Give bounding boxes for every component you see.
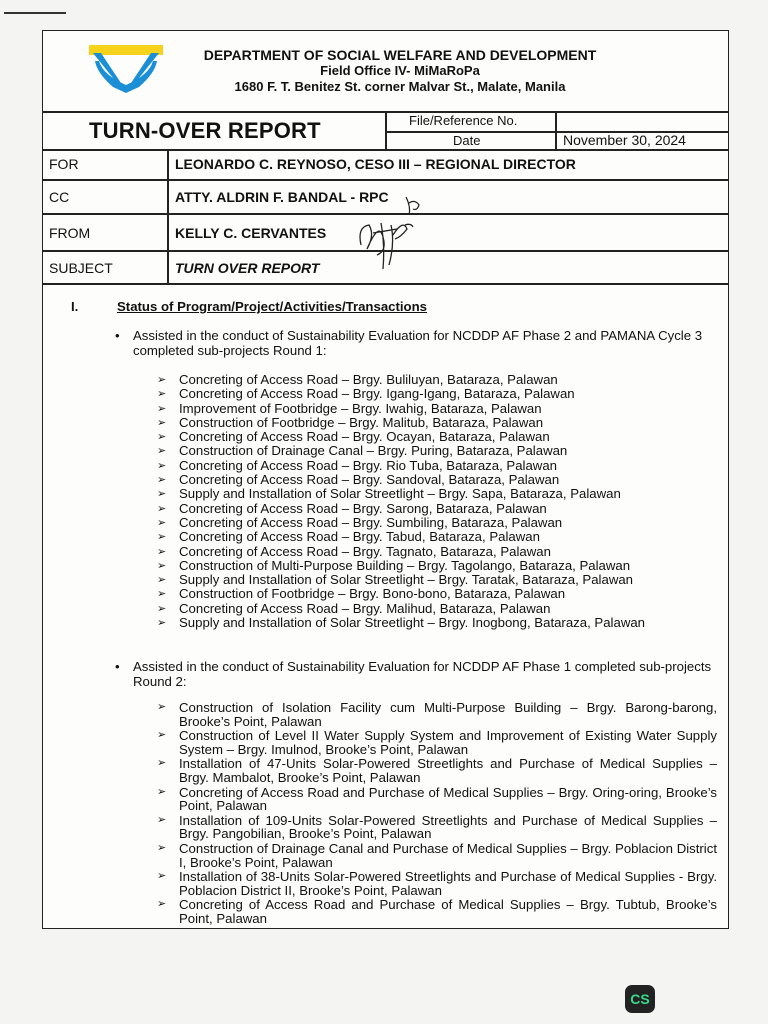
letterhead	[43, 31, 728, 109]
arrow-icon: ➢	[157, 531, 167, 544]
list-item: ➢ Concreting of Access Road – Brgy. Tagnato, Bataraza, Palawan	[157, 543, 551, 559]
list-item: ➢ Concreting of Access Road – Brgy. Sarong, Bataraza, Palawan	[157, 500, 547, 516]
arrow-icon: ➢	[157, 602, 167, 615]
arrow-icon: ➢	[157, 841, 167, 854]
arrow-icon: ➢	[157, 729, 167, 742]
list-item: ➢ Construction of Level II Water Supply System and Improvement of Existing Water Supply System – Brgy. Imulnod, Brooke’s Point, Palawan	[157, 728, 717, 757]
signature-icon	[353, 215, 423, 271]
bullet-item	[115, 328, 715, 358]
list-item: ➢ Concreting of Access Road – Brgy. Igang-Igang, Bataraza, Palawan	[157, 386, 575, 402]
list-item: ➢ Concreting of Access Road – Brgy. Rio Tuba, Bataraza, Palawan	[157, 457, 557, 473]
date-label: Date	[453, 133, 481, 148]
table-line	[43, 149, 728, 151]
arrow-icon: ➢	[157, 545, 167, 558]
arrow-icon: ➢	[157, 574, 167, 587]
date-value: November 30, 2024	[563, 132, 686, 148]
arrow-icon: ➢	[157, 488, 167, 501]
arrow-icon: ➢	[157, 516, 167, 529]
camscanner-badge-icon: CS	[625, 985, 655, 1013]
list-item: ➢ Construction of Footbridge – Brgy. Malitub, Bataraza, Palawan	[157, 414, 544, 430]
arrow-icon: ➢	[157, 502, 167, 515]
section-title: Status of Program/Project/Activities/Transactions	[117, 299, 427, 314]
list-item: ➢ Installation of 38-Units Solar-Powered Streetlights and Purchase of Medical Supplies - Brgy. Poblacion District II, Brooke’s Point, Palawan	[157, 869, 717, 898]
arrow-icon: ➢	[157, 898, 167, 911]
report-title: TURN-OVER REPORT	[89, 118, 321, 143]
list-item: ➢ Construction of Multi-Purpose Building – Brgy. Tagolango, Bataraza, Palawan	[157, 557, 631, 573]
list-item: ➢ Concreting of Access Road and Purchase of Medical Supplies – Brgy. Tubtub, Brooke’s Point, Palawan	[157, 897, 717, 926]
round1-project-list	[157, 373, 717, 630]
table-line	[167, 149, 169, 283]
list-item: ➢ Supply and Installation of Solar Streetlight – Brgy. Taratak, Bataraza, Palawan	[157, 572, 634, 588]
bullet-dot-icon: •	[115, 328, 120, 343]
organization-block	[175, 47, 625, 95]
for-value: LEONARDO C. REYNOSO, CESO III – REGIONAL DIRECTOR	[175, 156, 576, 172]
cc-value: ATTY. ALDRIN F. BANDAL - RPC	[175, 189, 389, 205]
arrow-icon: ➢	[157, 459, 167, 472]
list-item: ➢ Concreting of Access Road – Brgy. Ocayan, Bataraza, Palawan	[157, 429, 550, 445]
list-item: ➢ Installation of 47-Units Solar-Powered Streetlights and Purchase of Medical Supplies – Brgy. Mambalot, Brooke’s Point, Palawan	[157, 756, 717, 785]
bullet-text: Assisted in the conduct of Sustainability Evaluation for NCDDP AF Phase 1 completed sub-projects Round 2:	[133, 659, 712, 689]
arrow-icon: ➢	[157, 388, 167, 401]
bullet-item	[115, 659, 715, 689]
list-item: ➢ Installation of 109-Units Solar-Powered Streetlights and Purchase of Medical Supplies – Brgy. Pangobilian, Brooke’s Point, Palawan	[157, 812, 717, 842]
arrow-icon: ➢	[157, 445, 167, 458]
table-line	[385, 111, 387, 149]
scan-mark-line	[4, 12, 66, 14]
for-label: FOR	[49, 156, 79, 172]
list-item: ➢ Construction of Drainage Canal and Purchase of Medical Supplies – Brgy. Poblacion District I, Brooke’s Point, Palawan	[157, 840, 717, 870]
arrow-icon: ➢	[157, 757, 167, 770]
list-item: ➢ Construction of Drainage Canal – Brgy. Puring, Bataraza, Palawan	[157, 443, 568, 459]
arrow-icon: ➢	[157, 870, 167, 883]
arrow-icon: ➢	[157, 813, 167, 826]
org-name: DEPARTMENT OF SOCIAL WELFARE AND DEVELOPMENT	[203, 47, 597, 63]
from-value: KELLY C. CERVANTES	[175, 225, 327, 241]
arrow-icon: ➢	[157, 559, 167, 572]
list-item: ➢ Construction of Footbridge – Brgy. Bono-bono, Bataraza, Palawan	[157, 586, 566, 602]
arrow-icon: ➢	[157, 701, 167, 713]
subject-value: TURN OVER REPORT	[175, 260, 320, 276]
list-item: ➢ Concreting of Access Road – Brgy. Sumbiling, Bataraza, Palawan	[157, 514, 563, 530]
list-item: ➢ Supply and Installation of Solar Streetlight – Brgy. Sapa, Bataraza, Palawan	[157, 486, 621, 502]
round2-project-list	[157, 701, 717, 927]
list-item: ➢ Improvement of Footbridge – Brgy. Iwahig, Bataraza, Palawan	[157, 400, 542, 416]
bullet-text: Assisted in the conduct of Sustainability Evaluation for NCDDP AF Phase 2 and PAMANA Cycle 3 completed sub-projects Round 1:	[133, 328, 703, 358]
table-line	[43, 283, 728, 285]
arrow-icon: ➢	[157, 617, 167, 630]
list-item: ➢ Concreting of Access Road – Brgy. Sandoval, Bataraza, Palawan	[157, 472, 560, 488]
list-item: ➢ Concreting of Access Road – Brgy. Malihud, Bataraza, Palawan	[157, 600, 551, 616]
subject-label: SUBJECT	[49, 260, 113, 276]
arrow-icon: ➢	[157, 474, 167, 487]
arrow-icon: ➢	[157, 416, 167, 429]
table-line	[555, 111, 557, 149]
turnover-report-document	[42, 30, 729, 929]
field-office: Field Office IV- MiMaRoPa	[320, 63, 480, 78]
list-item: ➢ Supply and Installation of Solar Streetlight – Brgy. Inogbong, Bataraza, Palawan	[157, 615, 646, 631]
list-item: ➢ Concreting of Access Road – Brgy. Buliluyan, Bataraza, Palawan	[157, 372, 558, 387]
arrow-icon: ➢	[157, 374, 167, 386]
section-number: I.	[71, 299, 79, 314]
file-ref-label: File/Reference No.	[409, 113, 518, 128]
list-item: ➢ Concreting of Access Road and Purchase of Medical Supplies – Brgy. Oring-oring, Brooke’s Point, Palawan	[157, 784, 717, 814]
from-label: FROM	[49, 225, 91, 241]
arrow-icon: ➢	[157, 431, 167, 444]
arrow-icon: ➢	[157, 402, 167, 415]
cc-label: CC	[49, 189, 70, 205]
dswd-logo-icon	[87, 43, 165, 95]
list-item: ➢ Concreting of Access Road – Brgy. Tabud, Bataraza, Palawan	[157, 529, 540, 545]
org-address: 1680 F. T. Benitez St. corner Malvar St., Malate, Manila	[234, 79, 566, 94]
list-item: ➢ Construction of Isolation Facility cum Multi-Purpose Building – Brgy. Barong-barong, Brooke’s Point, Palawan	[157, 700, 717, 729]
bullet-dot-icon: •	[115, 659, 120, 674]
table-line	[43, 179, 728, 181]
arrow-icon: ➢	[157, 588, 167, 601]
arrow-icon: ➢	[157, 785, 167, 798]
